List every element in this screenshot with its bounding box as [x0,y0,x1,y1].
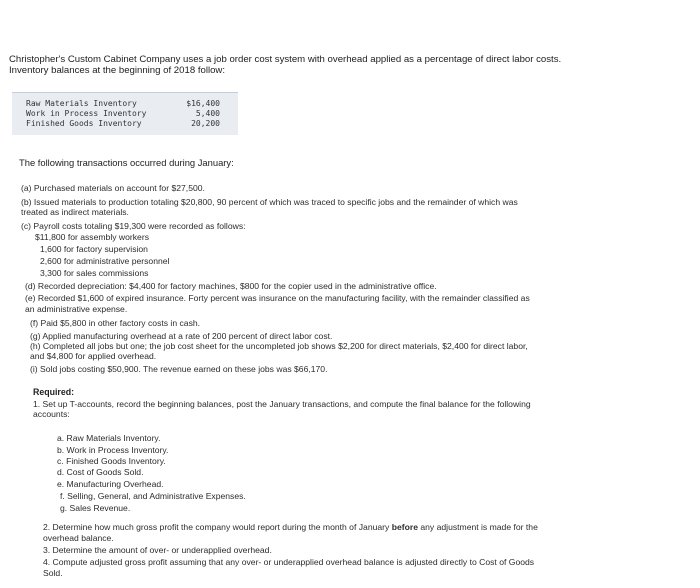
required-heading: Required: [33,387,75,397]
balance-row [26,99,234,109]
transaction-e: (e) Recorded $1,600 of expired insurance. Forty percent was insurance on the manufacturing facility, with the remainder classified as [25,293,530,303]
transaction-a: (a) Purchased materials on account for $27,500. [21,183,205,193]
question-2-text-end: any adjustment is made for the [417,522,538,532]
account-item: a. Raw Materials Inventory. [57,433,161,443]
question-2-text: 2. Determine how much gross profit the company would report during the month of January [43,522,392,532]
balance-label: Raw Materials Inventory [26,99,137,108]
intro-line-2: Inventory balances at the beginning of 2018 follow: [9,65,226,76]
beginning-balances-table [12,92,238,135]
intro-text [9,54,561,76]
balance-value: $16,400 [186,99,220,108]
account-item: f. Selling, General, and Administrative Expenses. [60,491,246,501]
question-1-cont: accounts: [33,409,70,419]
account-item: c. Finished Goods Inventory. [57,456,166,466]
payroll-line: 2,600 for administrative personnel [40,256,170,266]
transaction-i: (i) Sold jobs costing $50,900. The revenue earned on these jobs was $66,170. [30,364,328,374]
question-4-cont: Sold. [43,568,63,578]
transactions-heading: The following transactions occurred during January: [19,157,234,168]
transaction-h-cont: and $4,800 for applied overhead. [30,351,157,361]
payroll-line: $11,800 for assembly workers [35,232,149,242]
transaction-h: (h) Completed all jobs but one; the job cost sheet for the uncompleted job shows $2,200 for direct materials, $2,400 for direct labor, [30,341,528,351]
balance-label: Work in Process Inventory [26,109,147,118]
question-2-cont: overhead balance. [43,533,114,543]
question-4: 4. Compute adjusted gross profit assuming that any over- or underapplied overhead balance is adjusted directly to Cost of Goods [43,557,535,567]
transaction-b: (b) Issued materials to production totaling $20,800, 90 percent of which was traced to specific jobs and the remainder of which was [21,197,518,207]
question-1: 1. Set up T-accounts, record the beginning balances, post the January transactions, and compute the final balance for the following [33,399,531,409]
account-item: g. Sales Revenue. [60,503,131,513]
balance-value: 20,200 [191,119,220,128]
transaction-e-cont: an administrative expense. [25,304,128,314]
transaction-c: (c) Payroll costs totaling $19,300 were recorded as follows: [21,221,246,231]
question-3: 3. Determine the amount of over- or underapplied overhead. [43,545,272,555]
balance-label: Finished Goods Inventory [26,119,142,128]
intro-line-1: Christopher's Custom Cabinet Company uses a job order cost system with overhead applied as a percentage of direct labor costs. [9,54,562,65]
balance-row [26,109,234,119]
payroll-line: 1,600 for factory supervision [40,244,148,254]
transaction-d: (d) Recorded depreciation: $4,400 for factory machines, $800 for the copier used in the administrative office. [25,281,437,291]
transaction-g: (g) Applied manufacturing overhead at a rate of 200 percent of direct labor cost. [30,331,333,341]
question-2-emphasis: before [391,522,418,532]
question-2 [43,522,538,532]
account-item: e. Manufacturing Overhead. [57,479,164,489]
transaction-f: (f) Paid $5,800 in other factory costs in cash. [30,318,201,328]
account-item: b. Work in Process Inventory. [57,445,169,455]
transaction-b-cont: treated as indirect materials. [21,207,129,217]
account-item: d. Cost of Goods Sold. [57,467,144,477]
balance-value: 5,400 [195,109,220,118]
balance-row [26,119,234,129]
payroll-line: 3,300 for sales commissions [40,268,149,278]
